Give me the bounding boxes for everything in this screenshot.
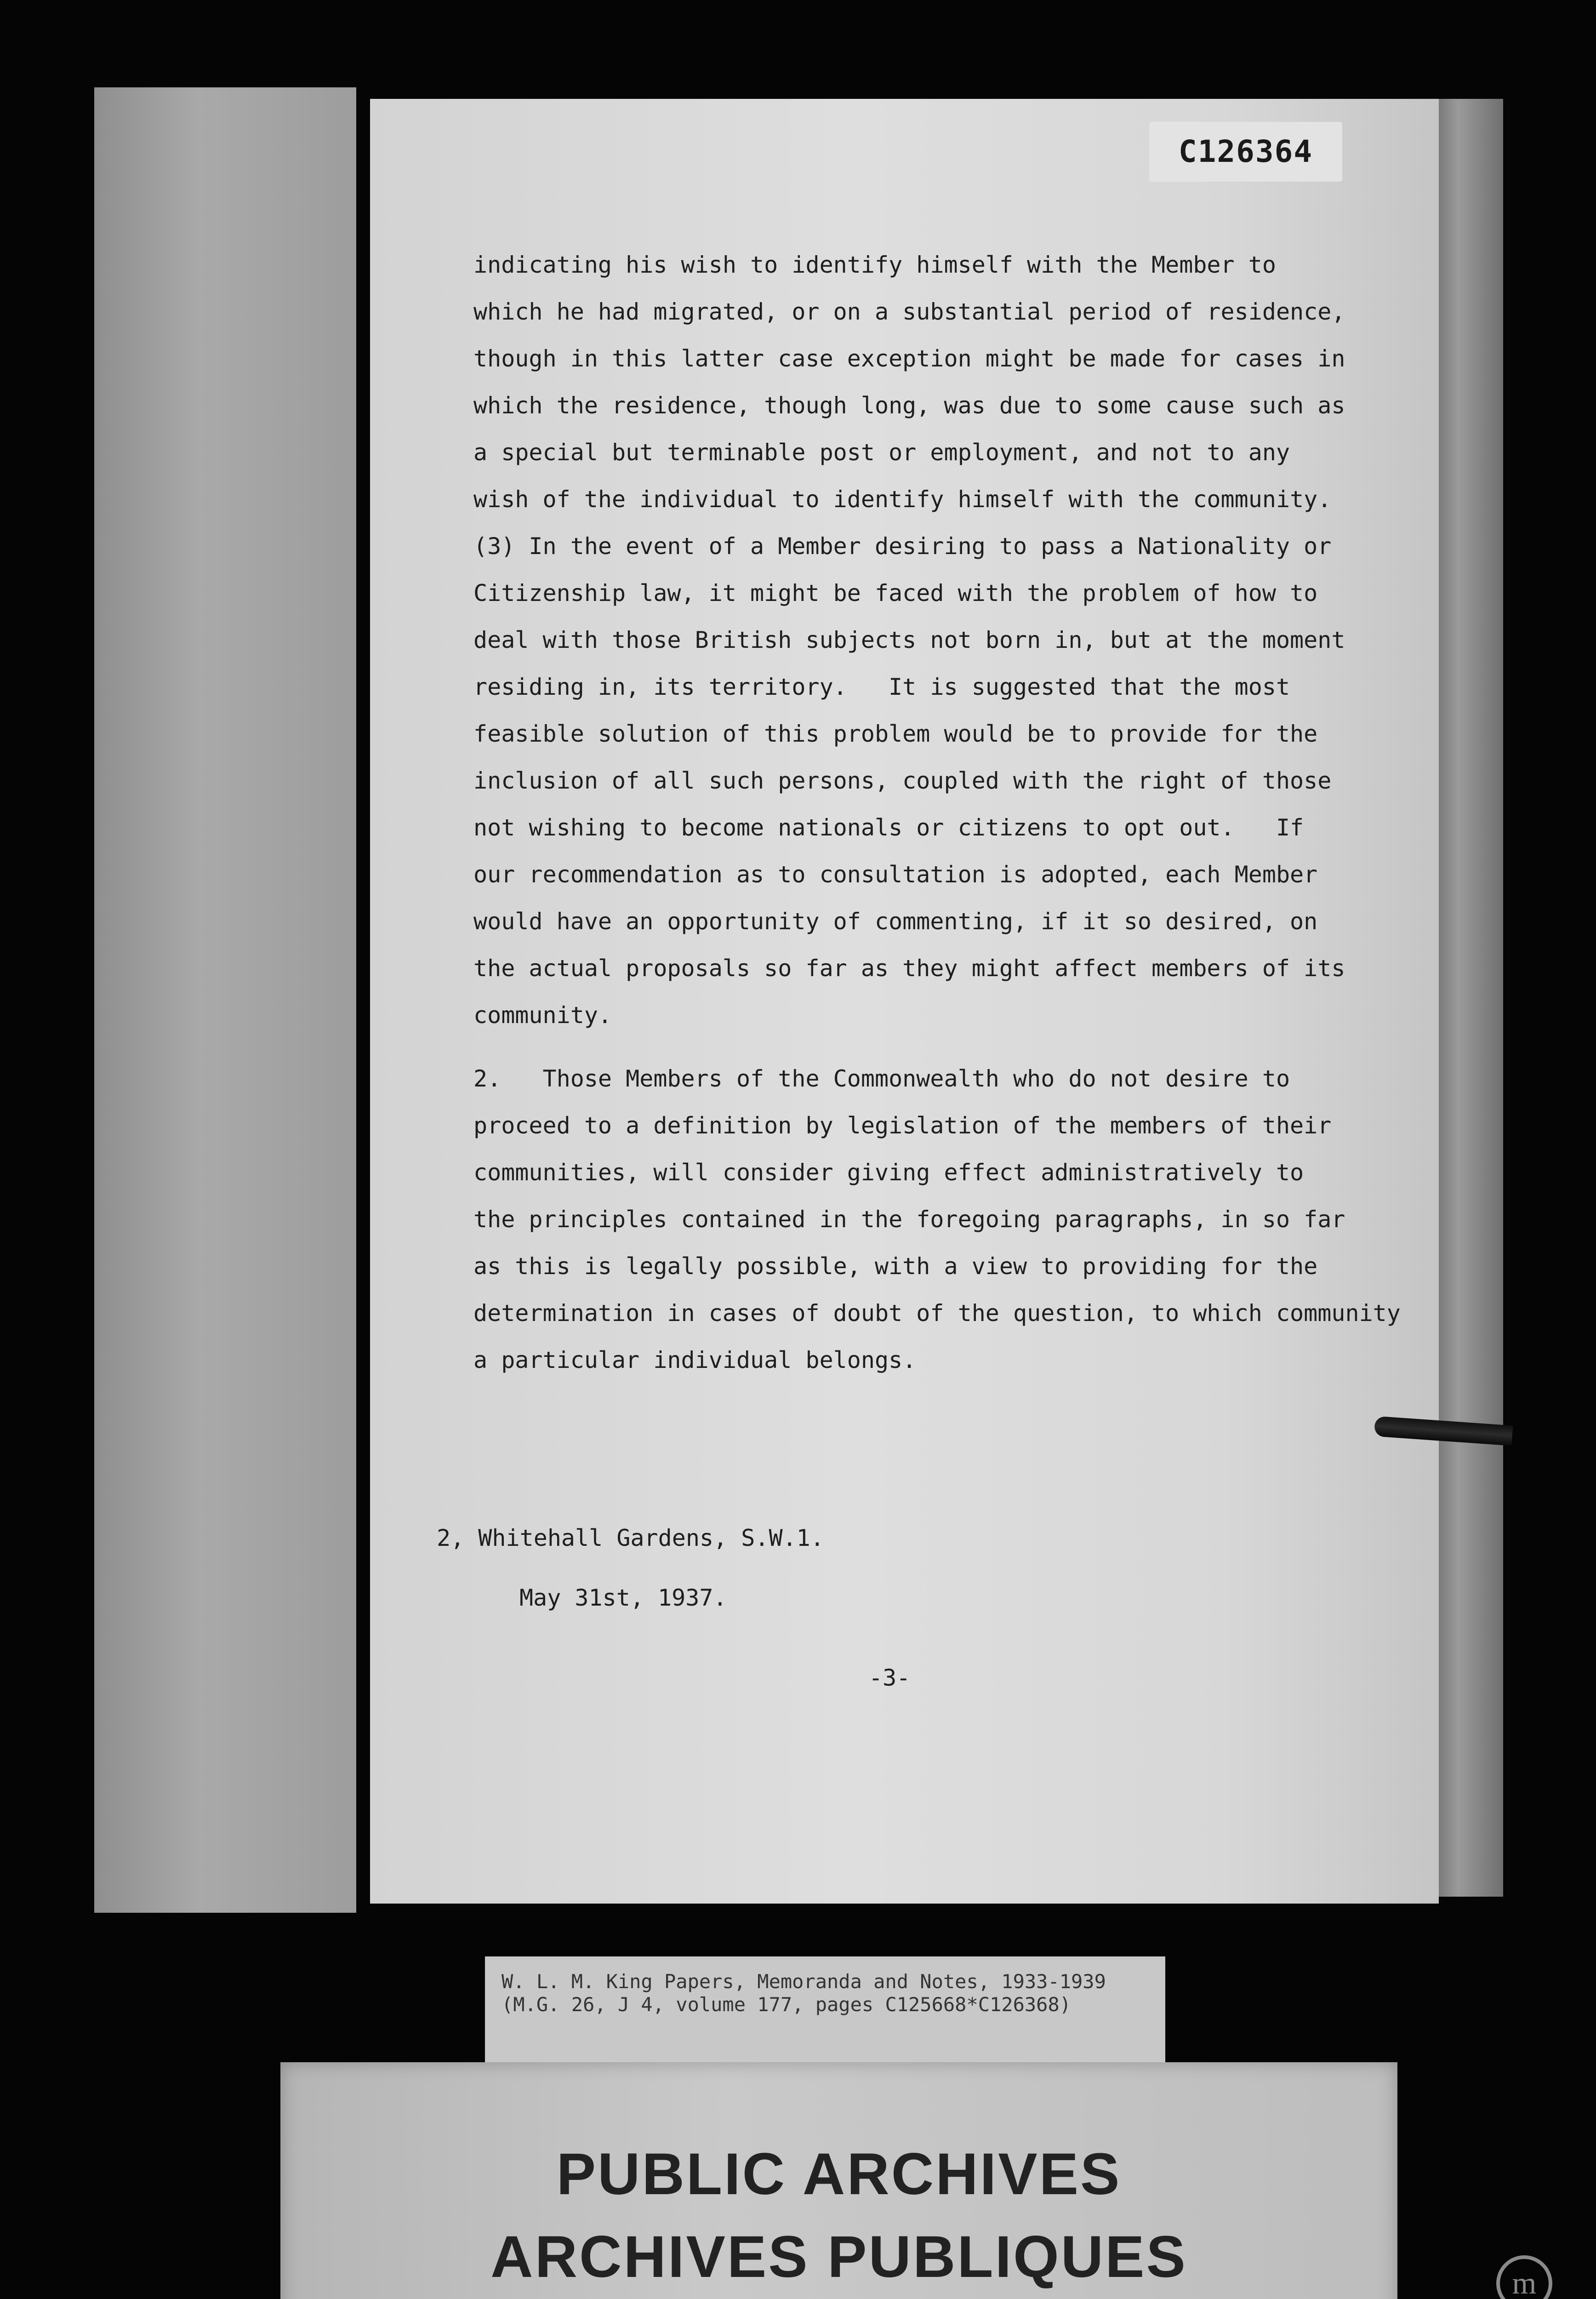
paragraph-1-line: (3) In the event of a Member desiring to pass a Nationality or [473,533,1332,560]
paragraph-1-line: residing in, its territory. It is suggested that the most [473,674,1290,700]
paragraph-2-line: a particular individual belongs. [473,1347,917,1373]
paragraph-2-line: communities, will consider giving effect administratively to [473,1159,1304,1186]
paragraph-1-line: though in this latter case exception might be made for cases in [473,345,1345,372]
paragraph-2-line: as this is legally possible, with a view to providing for the [473,1253,1318,1280]
paragraph-1-line: inclusion of all such persons, coupled with the right of those [473,767,1332,794]
paragraph-1 [473,241,1430,1039]
paragraph-1-line: community. [473,1002,612,1029]
reference-label-line-2: (M.G. 26, J 4, volume 177, pages C125668*C126368) [502,1993,1072,2016]
paragraph-2-line: the principles contained in the foregoing paragraphs, in so far [473,1206,1345,1233]
signoff-block [437,1508,824,1628]
paragraph-2-line: determination in cases of doubt of the question, to which community [473,1300,1401,1327]
page-number: -3- [869,1664,911,1691]
left-facing-page [94,87,356,1913]
paragraph-1-line: would have an opportunity of commenting, if it so desired, on [473,908,1318,935]
paragraph-1-line: the actual proposals so far as they might affect members of its [473,955,1345,982]
archives-card [280,2062,1397,2299]
paragraph-1-line: which he had migrated, or on a substantial period of residence, [473,298,1345,325]
paragraph-1-line: a special but terminable post or employment, and not to any [473,439,1290,466]
paragraph-1-line: our recommendation as to consultation is adopted, each Member [473,861,1318,888]
reference-label [485,1956,1165,2062]
reference-stamp: C126364 [1149,122,1342,182]
paragraph-1-line: wish of the individual to identify himself with the community. [473,486,1332,513]
paragraph-1-line: deal with those British subjects not born in, but at the moment [473,627,1345,653]
address-line: 2, Whitehall Gardens, S.W.1. [437,1525,824,1551]
page-right-edge [1439,99,1503,1897]
archives-title-french: ARCHIVES PUBLIQUES [490,2224,1187,2290]
paragraph-1-line: Citizenship law, it might be faced with the problem of how to [473,580,1318,606]
date-line: May 31st, 1937. [519,1584,727,1611]
reference-label-line-1: W. L. M. King Papers, Memoranda and Notes, 1933-1939 [502,1970,1106,1993]
archives-title-english: PUBLIC ARCHIVES [556,2141,1122,2207]
paragraph-2-line: 2. Those Members of the Commonwealth who do not desire to [473,1065,1290,1092]
microfilm-logo-icon: m [1496,2255,1552,2299]
paragraph-1-line: not wishing to become nationals or citizens to opt out. If [473,814,1304,841]
paragraph-1-line: which the residence, though long, was due to some cause such as [473,392,1345,419]
paragraph-1-line: indicating his wish to identify himself with the Member to [473,252,1276,278]
paragraph-2-line: proceed to a definition by legislation of the members of their [473,1112,1332,1139]
paragraph-2 [473,1055,1430,1384]
paragraph-1-line: feasible solution of this problem would be to provide for the [473,721,1318,747]
